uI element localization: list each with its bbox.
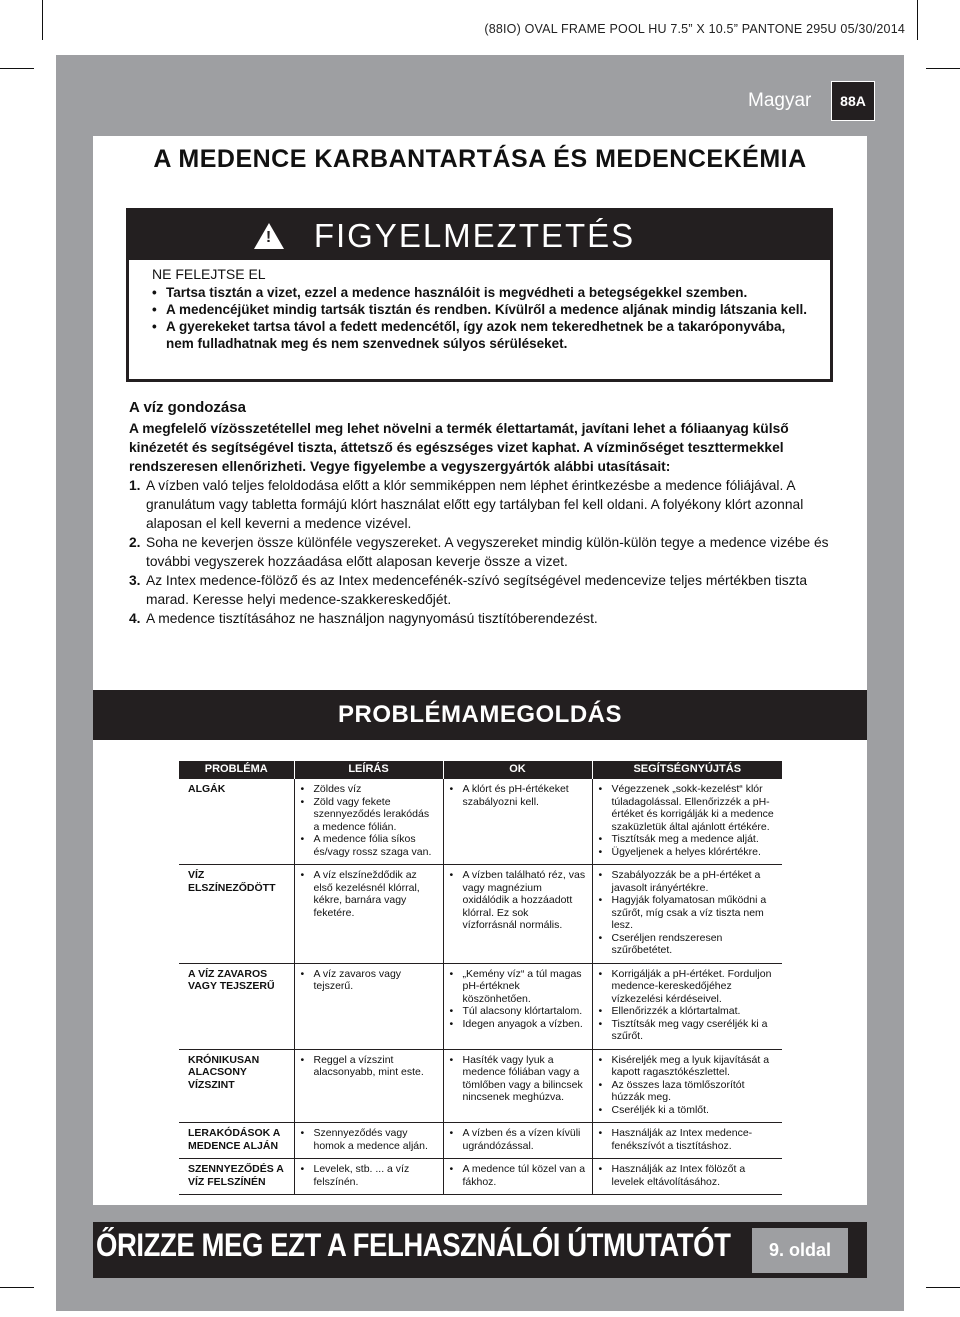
list-item: • Ügyeljenek a helyes klórértékre. [599, 846, 777, 859]
description-cell [294, 1159, 443, 1195]
item-number: 2. [129, 535, 141, 550]
cause-cell [443, 963, 592, 1049]
remedy-cell [592, 865, 782, 964]
problem-cell: ALGÁK [179, 779, 294, 865]
table-row [179, 1123, 782, 1159]
cause-cell [443, 1123, 592, 1159]
water-care-item [129, 476, 829, 533]
warning-intro: NE FELEJTSE EL [152, 266, 266, 282]
item-number: 3. [129, 573, 141, 588]
remedy-cell [592, 779, 782, 865]
description-cell [294, 963, 443, 1049]
list-item: • Tisztítsák meg a medence alját. [599, 833, 777, 846]
list-item: • Hasíték vagy lyuk a medence fóliában vagy a tömlőben vagy a bilincsek nincsenek meghúzva. [450, 1054, 586, 1104]
description-cell [294, 779, 443, 865]
list-item: • Végezzenek „sokk-kezelést“ klór túladagolással. Ellenőrizzék a pH-értéket és korrigálják ki a medence szaküzletük által ajánlott értékére. [599, 783, 777, 833]
warning-list [152, 284, 812, 352]
list-item: • Szennyeződés vagy homok a medence alján. [301, 1127, 437, 1152]
list-item: • „Kemény víz“ a túl magas pH-értéknek köszönhetően. [450, 968, 586, 1006]
footer-text: ŐRIZZE MEG EZT A FELHASZNÁLÓI ÚTMUTATÓT [96, 1227, 731, 1263]
crop-mark [926, 68, 960, 69]
list-item: • A vízben található réz, vas vagy magnézium oxidálódik a hozzáadott klórral. Ez sok vízforrásnál normális. [450, 869, 586, 932]
column-header: LEÍRÁS [294, 761, 443, 779]
list-item: • Hagyják folyamatosan működni a szűrőt, míg csak a víz tiszta nem lesz. [599, 894, 777, 932]
list-item: • Reggel a vízszint alacsonyabb, mint este. [301, 1054, 437, 1079]
item-text: A vízben való teljes feloldodása előtt a klór semmiképpen nem léphet érintkezésbe a medence fóliájával. A granulátum vagy tabletta formájú klórt használat előtt egy tartályban fel kell oldani. A folyékony klórt azonnal alaposan el kell keverni a medence vizével. [146, 478, 804, 531]
cause-cell [443, 1159, 592, 1195]
table-row [179, 1049, 782, 1123]
problem-cell: SZENNYEZŐDÉS A VÍZ FELSZÍNÉN [179, 1159, 294, 1195]
table-row [179, 1159, 782, 1195]
water-care-item [129, 571, 829, 609]
warning-item: • A medencéjüket mindig tartsák tisztán és rendben. Kívülről a medence aljának mindig látszania kell. [152, 301, 812, 318]
troubleshooting-table [179, 761, 782, 1195]
list-item: • Használják az Intex medence-fenékszívót a tisztításhoz. [599, 1127, 777, 1152]
water-care-intro: A megfelelő vízösszetétellel meg lehet növelni a termék élettartamát, javítani lehet a fóliaanyag külső kinézetét és segítségével tiszta, áttetsző és egészséges vizet kaphat. A vízminőséget teszttermekkel rendszeresen ellenőrizheti. Vegye figyelembe a vegyszergyártók alábbi utasításait: [129, 421, 789, 474]
warning-triangle-icon: ! [254, 223, 284, 249]
water-care-section [129, 398, 829, 628]
list-item: • Tisztítsák meg vagy cseréljék ki a szűrőt. [599, 1018, 777, 1043]
water-care-item [129, 609, 829, 628]
crop-mark [0, 1287, 34, 1288]
list-item: • Cseréljen rendszeresen szűrőbetétet. [599, 932, 777, 957]
crop-mark [0, 68, 34, 69]
list-item: • Ellenőrizzék a klórtartalmat. [599, 1005, 777, 1018]
item-text: Az Intex medence-fölöző és az Intex medencefénék-szívó segítségével medencevize teljes mértékben tiszta marad. Keresse helyi medence-szakkereskedőjét. [146, 573, 808, 607]
language-label: Magyar [748, 90, 812, 111]
list-item: • Zöldes víz [301, 783, 437, 796]
crop-mark [917, 0, 918, 40]
description-cell [294, 1123, 443, 1159]
list-item: • A medence fólia síkos és/vagy rossz szaga van. [301, 833, 437, 858]
crop-mark [42, 0, 43, 40]
problem-cell: VÍZ ELSZÍNEZŐDÖTT [179, 865, 294, 964]
list-item: • Kiséreljék meg a lyuk kijavítását a kapott ragasztókészlettel. [599, 1054, 777, 1079]
list-item: • Túl alacsony klórtartalom. [450, 1005, 586, 1018]
page-number: 9. oldal [752, 1228, 848, 1273]
list-item: • A víz elszíneždődik az első kezelésnél klórral, kékre, barnára vagy feketére. [301, 869, 437, 919]
warning-body [152, 266, 812, 352]
print-info: (88IO) OVAL FRAME POOL HU 7.5” X 10.5” PANTONE 295U 05/30/2014 [484, 22, 905, 36]
list-item: • Levelek, stb. ... a víz felszínén. [301, 1163, 437, 1188]
list-item: • Zöld vagy fekete szennyeződés lerakódás a medence fólián. [301, 796, 437, 834]
table-row [179, 865, 782, 964]
remedy-cell [592, 963, 782, 1049]
problem-cell: A VÍZ ZAVAROS VAGY TEJSZERŰ [179, 963, 294, 1049]
remedy-cell [592, 1123, 782, 1159]
problem-cell: KRÓNIKUSAN ALACSONY VÍZSZINT [179, 1049, 294, 1123]
warning-item: • Tartsa tisztán a vizet, ezzel a medence használóit is megvédheti a betegségekkel szemben. [152, 284, 812, 301]
list-item: • Az összes laza tömlőszorítót húzzák meg. [599, 1079, 777, 1104]
table-header-row [179, 761, 782, 779]
page-code-tab: 88A [831, 81, 875, 121]
warning-title: FIGYELMEZTETÉS [313, 216, 636, 254]
list-item: • Korrigálják a pH-értéket. Forduljon medence-kereskedőjéhez vízkezelési kérdéseivel. [599, 968, 777, 1006]
warning-box [126, 208, 833, 382]
list-item: • A klórt és pH-értékeket szabályozni kell. [450, 783, 586, 808]
cause-cell [443, 1049, 592, 1123]
column-header: SEGÍTSÉGNYÚJTÁS [592, 761, 782, 779]
table-row [179, 779, 782, 865]
item-text: Soha ne keverjen össze különféle vegyszereket. A vegyszereket mindig külön-külön tegye a medence vizébe és további vegyszerek hozzáadása előtt alaposan keverje össze a vizet. [146, 535, 829, 569]
crop-mark [926, 1287, 960, 1288]
water-care-heading: A víz gondozása [129, 399, 246, 416]
list-item: • Cseréljék ki a tömlőt. [599, 1104, 777, 1117]
troubleshooting-title: PROBLÉMAMEGOLDÁS [93, 690, 867, 740]
description-cell [294, 865, 443, 964]
description-cell [294, 1049, 443, 1123]
warning-item: • A gyerekeket tartsa távol a fedett medencétől, így azok nem tekeredhetnek be a takaróponyvába, nem fulladhatnak meg és nem szenvednek súlyos sérüléseket. [152, 318, 812, 352]
problem-cell: LERAKÓDÁSOK A MEDENCE ALJÁN [179, 1123, 294, 1159]
list-item: • A medence túl közel van a fákhoz. [450, 1163, 586, 1188]
water-care-item [129, 533, 829, 571]
list-item: • Idegen anyagok a vízben. [450, 1018, 586, 1031]
item-number: 1. [129, 478, 141, 493]
column-header: PROBLÉMA [179, 761, 294, 779]
warning-header [129, 211, 830, 260]
list-item: • Szabályozzák be a pH-értéket a javasolt irányértékre. [599, 869, 777, 894]
item-text: A medence tisztításához ne használjon nagynyomású tisztítóberendezést. [146, 611, 598, 626]
column-header: OK [443, 761, 592, 779]
cause-cell [443, 779, 592, 865]
remedy-cell [592, 1049, 782, 1123]
remedy-cell [592, 1159, 782, 1195]
list-item: • A vízben és a vízen kívüli ugrándózással. [450, 1127, 586, 1152]
page-title: A MEDENCE KARBANTARTÁSA ÉS MEDENCEKÉMIA [153, 144, 807, 173]
table-row [179, 963, 782, 1049]
item-number: 4. [129, 611, 141, 626]
cause-cell [443, 865, 592, 964]
list-item: • Használják az Intex fölözőt a levelek eltávolításához. [599, 1163, 777, 1188]
list-item: • A víz zavaros vagy tejszerű. [301, 968, 437, 993]
